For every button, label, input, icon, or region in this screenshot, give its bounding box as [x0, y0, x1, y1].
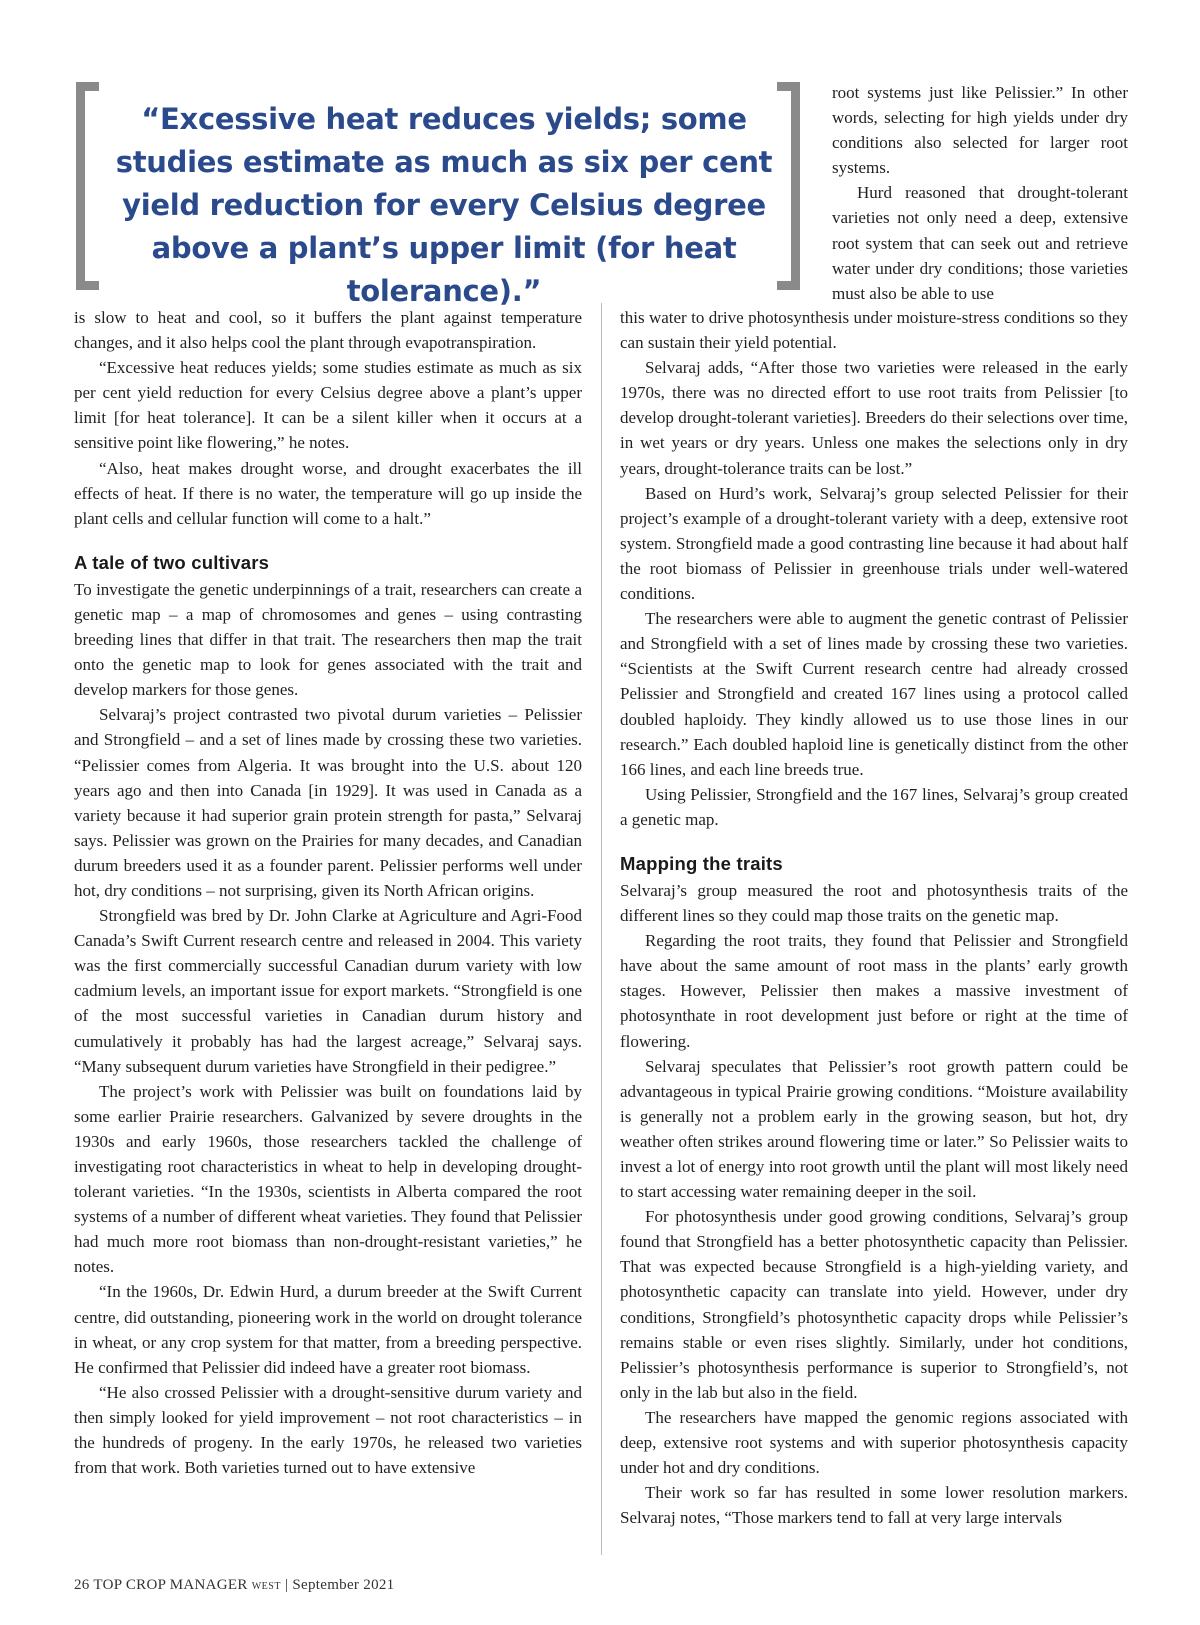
section-heading-mapping-the-traits: Mapping the traits [620, 852, 783, 874]
paragraph: Strongfield was bred by Dr. John Clarke at Agriculture and Agri-Food Canada’s Swift Current research centre and released in 2004. This variety was the first commercially successful Canadian durum variety with low cadmium levels, an important issue for export markets. “Strongfield is one of the most successful varieties in Canadian durum history and cumulatively it probably has had the largest acreage,” Selvaraj says. “Many subsequent durum varieties have Strongfield in their pedigree.” [74, 906, 582, 1076]
paragraph: Regarding the root traits, they found that Pelissier and Strongfield have about the same amount of root mass in the plants’ early growth stages. However, Pelissier then makes a massive investment of photosynthate in root development just before or right at the time of flowering. [620, 931, 1128, 1051]
paragraph: Hurd reasoned that drought-tolerant varieties not only need a deep, extensive root system that can seek out and retrieve water under dry conditions; those varieties must also be able to use [832, 183, 1128, 303]
column-divider [601, 303, 602, 1555]
magazine-title: TOP CROP MANAGER [93, 1577, 248, 1593]
paragraph: Selvaraj adds, “After those two varieties were released in the early 1970s, there was no directed effort to use root traits from Pelissier [to develop drought-tolerant varieties]. Breeders do their selections over time, in wet years or dry years. Unless one makes the selections only in dry years, drought-tolerance traits can be lost.” [620, 358, 1128, 478]
page-number: 26 [74, 1577, 90, 1593]
section-heading-tale-of-two-cultivars: A tale of two cultivars [74, 551, 270, 573]
right-column [620, 305, 1128, 1530]
paragraph: For photosynthesis under good growing conditions, Selvaraj’s group found that Strongfield has a better photosynthetic capacity than Pelissier. That was expected because Strongfield is a high-yielding variety, and photosynthetic capacity can translate into yield. However, under dry conditions, Strongfield’s photosynthetic capacity drops while Pelissier’s remains stable or even rises slightly. Similarly, under hot conditions, Pelissier’s photosynthesis performance is superior to Strongfield’s, not only in the lab but also in the field. [620, 1207, 1128, 1402]
page-footer [74, 1577, 394, 1594]
paragraph: Selvaraj speculates that Pelissier’s root growth pattern could be advantageous in typical Prairie growing conditions. “Moisture availability is generally not a problem early in the growing season, but hot, dry weather often strikes around flowering time or later.” So Pelissier waits to invest a lot of energy into root growth until the plant will most likely need to start accessing water remaining deeper in the soil. [620, 1056, 1128, 1202]
paragraph: Selvaraj’s group measured the root and photosynthesis traits of the different lines so they could map those traits on the genetic map. [620, 880, 1128, 926]
paragraph: root systems just like Pelissier.” In other words, selecting for high yields under dry conditions also selected for larger root systems. [832, 83, 1128, 178]
issue-date: | September 2021 [285, 1577, 395, 1593]
paragraph: Using Pelissier, Strongfield and the 167 lines, Selvaraj’s group created a genetic map. [620, 784, 1128, 829]
magazine-edition: WEST [251, 1581, 281, 1592]
paragraph: Based on Hurd’s work, Selvaraj’s group selected Pelissier for their project’s example of a drought-tolerant variety with a deep, extensive root system. Strongfield made a good contrasting line because it had about half the root biomass of Pelissier in greenhouse trials under well-watered conditions. [620, 483, 1128, 604]
paragraph: is slow to heat and cool, so it buffers the plant against temperature changes, and it also helps cool the plant through evapotranspiration. [74, 308, 582, 353]
paragraph: Selvaraj’s project contrasted two pivotal durum varieties – Pelissier and Strongfield – and a set of lines made by crossing these two varieties. “Pelissier comes from Algeria. It was brought into the U.S. about 120 years ago and then into Canada [in 1929]. It was used in Canada as a variety because it had superior grain protein strength for pasta,” Selvaraj says. Pelissier was grown on the Prairies for many decades, and Canadian durum breeders used it as a founder parent. Pelissier performs well under hot, dry conditions – not surprising, given its North African origins. [74, 705, 582, 900]
paragraph: “Also, heat makes drought worse, and drought exacerbates the ill effects of heat. If there is no water, the temperature will go up inside the plant cells and cellular function will come to a halt.” [74, 458, 582, 528]
paragraph: The researchers were able to augment the genetic contrast of Pelissier and Strongfield with a set of lines made by crossing these two varieties. “Scientists at the Swift Current research centre had already crossed Pelissier and Strongfield and created 167 lines using a protocol called doubled haploidy. They kindly allowed us to use those lines in our research.” Each doubled haploid line is genetically distinct from the other 166 lines, and each line breeds true. [620, 609, 1128, 779]
paragraph: The project’s work with Pelissier was built on foundations laid by some earlier Prairie researchers. Galvanized by severe droughts in the 1930s and early 1960s, those researchers tackled the challenge of investigating root characteristics in wheat to help in developing drought-tolerant varieties. “In the 1930s, scientists in Alberta compared the root systems of a number of different wheat varieties. They found that Pelissier had much more root biomass than non-drought-resistant varieties,” he notes. [74, 1081, 582, 1277]
left-column [74, 305, 582, 1480]
paragraph: “In the 1960s, Dr. Edwin Hurd, a durum breeder at the Swift Current centre, did outstanding, pioneering work in the world on drought tolerance in wheat, or any crop system for that matter, from a breeding perspective. He confirmed that Pelissier did indeed have a greater root biomass. [74, 1282, 582, 1377]
paragraph: “Excessive heat reduces yields; some studies estimate as much as six per cent yield reduction for every Celsius degree above a plant’s upper limit [for heat tolerance]. It can be a silent killer when it occurs at a sensitive point like flowering,” he notes. [74, 358, 582, 453]
paragraph: The researchers have mapped the genomic regions associated with deep, extensive root systems and with superior photosynthesis capacity under hot and dry conditions. [620, 1407, 1128, 1478]
paragraph: To investigate the genetic underpinnings of a trait, researchers can create a genetic map – a map of chromosomes and genes – using contrasting breeding lines that differ in that trait. The researchers then map the trait onto the genetic map to look for genes associated with the trait and develop markers for those genes. [74, 579, 582, 700]
pull-quote: “Excessive heat reduces yields; some studies estimate as much as six per cent yield reduction for every Celsius degree above a plant’s upper limit (for heat tolerance).” [115, 102, 773, 308]
paragraph: this water to drive photosynthesis under moisture-stress conditions so they can sustain their yield potential. [620, 308, 1128, 353]
right-top-column [832, 80, 1128, 306]
paragraph: Their work so far has resulted in some lower resolution markers. Selvaraj notes, “Those markers tend to fall at very large intervals [620, 1483, 1128, 1528]
paragraph: “He also crossed Pelissier with a drought-sensitive durum variety and then simply looked for yield improvement – not root characteristics – in the hundreds of progeny. In the early 1970s, he released two varieties from that work. Both varieties turned out to have extensive [74, 1382, 582, 1478]
